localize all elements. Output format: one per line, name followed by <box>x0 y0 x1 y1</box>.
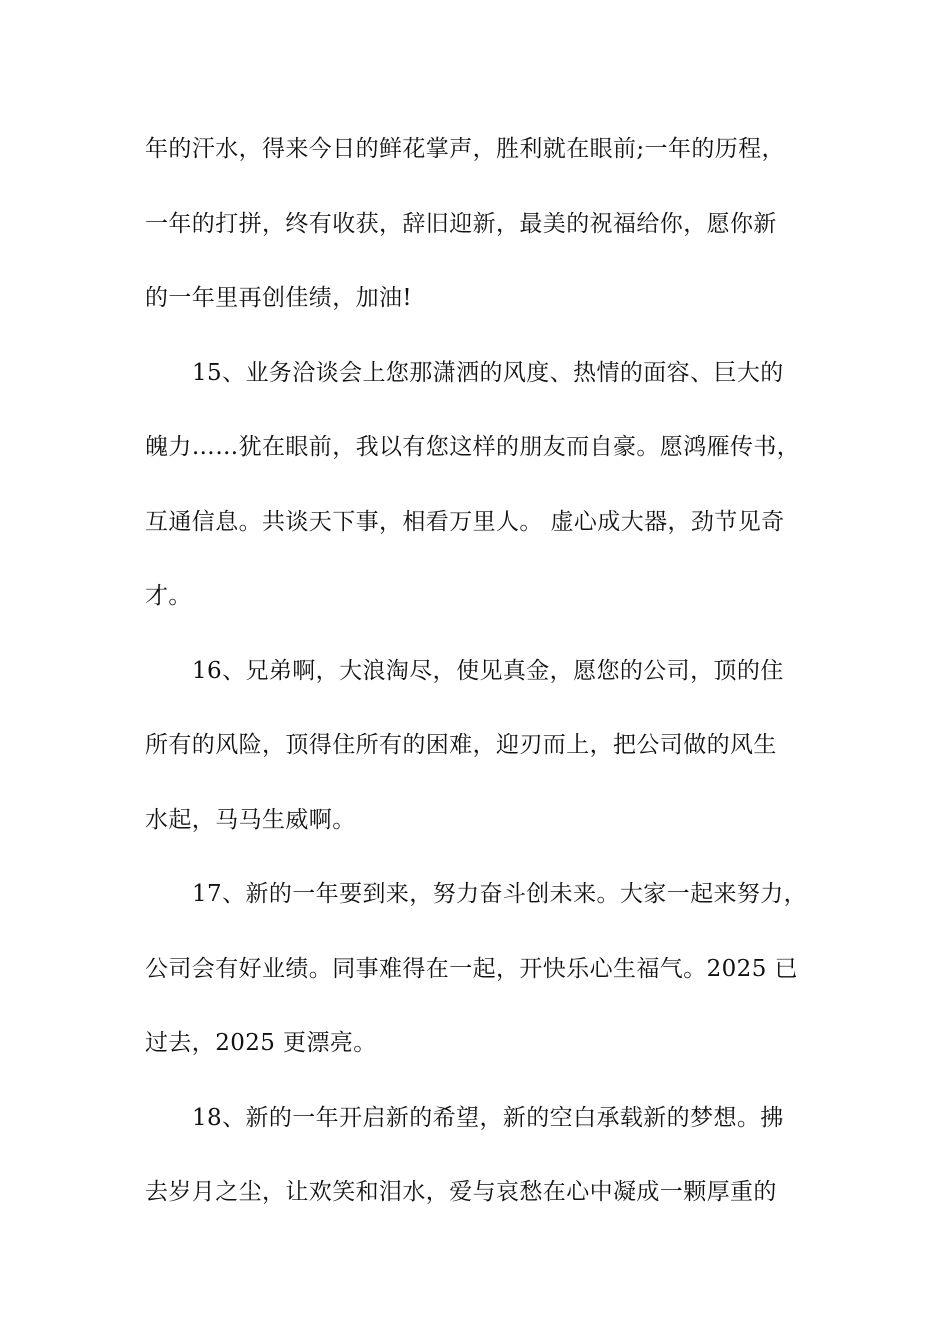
body-text <box>145 128 815 1246</box>
paragraph-17-start: 17、新的一年要到来，努力奋斗创未来。大家一起来努力， <box>192 881 808 907</box>
text-line: 的一年里再创佳绩，加油! <box>145 285 413 311</box>
paragraph-15-start: 15、业务洽谈会上您那潇洒的风度、热情的面容、巨大的 <box>192 359 784 386</box>
text-line: 才。 <box>145 583 192 609</box>
text-line: 一年的打拼，终有收获，辞旧迎新，最美的祝福给你，愿你新 <box>145 210 777 237</box>
text-line: 所有的风险，顶得住所有的困难，迎刃而上，把公司做的风生 <box>145 732 777 758</box>
text-line: 年的汗水，得来今日的鲜花掌声，胜利就在眼前;一年的历程， <box>145 136 785 162</box>
text-line: 水起，马马生威啊。 <box>145 806 356 833</box>
text-line: 互通信息。共谈天下事，相看万里人。 虚心成大器，劲节见奇 <box>145 508 785 535</box>
text-line: 魄力……犹在眼前，我以有您这样的朋友而自豪。愿鸿雁传书， <box>145 434 801 460</box>
paragraph-16-start: 16、兄弟啊，大浪淘尽，使见真金，愿您的公司，顶的住 <box>192 657 784 684</box>
paragraph-18-start: 18、新的一年开启新的希望，新的空白承载新的梦想。拂 <box>192 1104 784 1131</box>
text-line: 公司会有好业绩。同事难得在一起，开快乐心生福气。2025 已 <box>145 955 798 982</box>
text-line: 过去，2025 更漂亮。 <box>145 1030 377 1056</box>
text-line: 去岁月之尘，让欢笑和泪水，爱与哀愁在心中凝成一颗厚重的 <box>145 1179 777 1205</box>
